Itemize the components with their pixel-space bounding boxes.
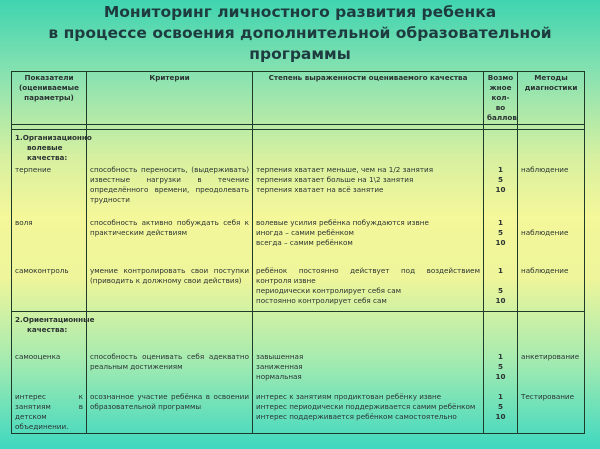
degree-level-2: периодически контролирует себя сам <box>256 286 402 295</box>
table-header-row <box>12 72 585 125</box>
points-2: 5 <box>497 175 503 184</box>
criterion-cell: способность активно побуждать себя к практическим действиям <box>87 206 253 249</box>
degree-level-3: постоянно контролирует себя сам <box>256 296 387 305</box>
indicator-cell: самооценка <box>12 336 87 383</box>
points-2: 5 <box>497 402 503 411</box>
degree-cell <box>253 383 484 434</box>
title-line-1: Мониторинг личностного развития ребенка <box>103 3 497 21</box>
table-row <box>12 336 585 383</box>
section-2-title-line2: качества: <box>27 325 68 334</box>
points-1: 1 <box>497 165 503 174</box>
monitoring-table <box>11 71 585 434</box>
points-3: 10 <box>495 238 506 247</box>
indicator-cell: терпение <box>12 164 87 206</box>
method-cell: наблюдение <box>518 206 585 249</box>
method-cell: Тестирование <box>518 383 585 434</box>
title-line-2: в процессе освоения дополнительной образовательной <box>48 24 552 42</box>
points-cell <box>484 383 518 434</box>
degree-level-3: нормальная <box>256 372 302 381</box>
criterion-cell: способность оценивать себя адекватно реальным достижениям <box>87 336 253 383</box>
degree-level-1: завышенная <box>256 352 304 361</box>
points-3: 10 <box>495 296 506 305</box>
header-points: Возмо жное кол-во баллов <box>484 72 518 125</box>
indicator-cell: интерес к занятиям в детском объединении. <box>12 383 87 434</box>
degree-level-1: терпения хватает меньше, чем на 1/2 занятия <box>256 165 434 174</box>
degree-level-2: интерес периодически поддерживается самим ребёнком <box>256 402 476 411</box>
points-cell <box>484 336 518 383</box>
degree-level-1: ребёнок постоянно действует под воздействием контроля извне <box>256 266 480 285</box>
points-1: 1 <box>497 352 503 361</box>
section-1-title-line3: качества: <box>27 153 68 162</box>
criterion-cell: осознанное участие ребёнка в освоении образовательной программы <box>87 383 253 434</box>
table-row <box>12 164 585 206</box>
header-indicators: Показатели (оцениваемые параметры) <box>12 72 87 125</box>
indicator-cell: воля <box>12 206 87 249</box>
points-1: 1 <box>497 218 503 227</box>
points-3: 10 <box>495 185 506 194</box>
degree-cell <box>253 206 484 249</box>
points-2: 5 <box>497 286 503 295</box>
section-2-title-line1: 2.Ориентационные <box>15 315 95 324</box>
degree-level-2: иногда – самим ребёнком <box>256 228 354 237</box>
points-2: 5 <box>497 362 503 371</box>
section-2-title <box>12 312 95 337</box>
header-degree: Степень выраженности оцениваемого качества <box>253 72 484 125</box>
points-cell <box>484 164 518 206</box>
header-methods: Методы диагностики <box>518 72 585 125</box>
degree-cell <box>253 164 484 206</box>
section-title-row <box>12 130 585 165</box>
degree-level-2: терпения хватает больше на 1\2 занятия <box>256 175 414 184</box>
criterion-cell: умение контролировать свои поступки (приводить к должному свои действия) <box>87 249 253 307</box>
title-line-3: программы <box>249 45 351 63</box>
points-2: 5 <box>497 228 503 237</box>
points-1: 1 <box>497 392 503 401</box>
header-criteria: Критерии <box>87 72 253 125</box>
section-1-title-line2: волевые <box>27 143 63 152</box>
table-row <box>12 206 585 249</box>
points-cell <box>484 249 518 307</box>
points-cell <box>484 206 518 249</box>
table-row <box>12 383 585 434</box>
page-title <box>0 2 600 65</box>
points-1: 1 <box>497 266 503 275</box>
section-1-title <box>12 130 92 165</box>
method-cell: наблюдение <box>518 164 585 206</box>
degree-level-3: всегда – самим ребёнком <box>256 238 353 247</box>
degree-level-2: заниженная <box>256 362 303 371</box>
points-3: 10 <box>495 412 506 421</box>
degree-level-1: интерес к занятиям продиктован ребёнку извне <box>256 392 442 401</box>
method-cell: анкетирование <box>518 336 585 383</box>
criterion-cell: способность переносить, (выдерживать) известные нагрузки в течение определённого времени, преодолевать трудности <box>87 164 253 206</box>
degree-cell <box>253 249 484 307</box>
indicator-cell: самоконтроль <box>12 249 87 307</box>
section-title-row <box>12 312 585 337</box>
method-cell: наблюдение <box>518 249 585 307</box>
degree-level-3: терпения хватает на всё занятие <box>256 185 384 194</box>
points-3: 10 <box>495 372 506 381</box>
table-row <box>12 249 585 307</box>
degree-level-1: волевые усилия ребёнка побуждаются извне <box>256 218 429 227</box>
degree-cell <box>253 336 484 383</box>
degree-level-3: интерес поддерживается ребёнком самостоятельно <box>256 412 457 421</box>
section-1-title-line1: 1.Организационно <box>15 133 92 142</box>
